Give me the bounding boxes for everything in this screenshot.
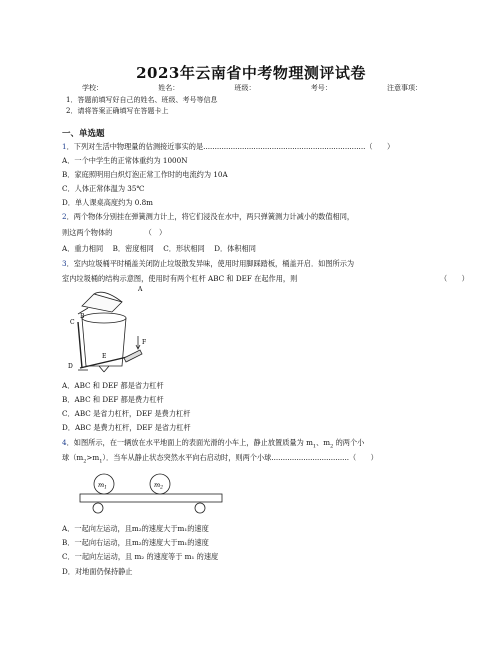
- q2-options: A．重力相同 B．密度相同 C．形状相同 D．体积相同: [62, 244, 256, 253]
- note-2: 2．请将答案正确填写在答题卡上: [66, 107, 169, 115]
- label-c: C: [70, 319, 75, 326]
- cart-diagram: [76, 470, 226, 520]
- q3-option-b: B．ABC 和 DEF 都是费力杠杆: [62, 395, 164, 404]
- label-b: B: [80, 313, 85, 320]
- ball-m1-label: $m_1$: [98, 481, 108, 491]
- exam-header: [82, 83, 422, 93]
- notice-label: 注意事项：: [387, 84, 422, 92]
- label-a: A: [138, 286, 143, 293]
- school-field: 学校：: [82, 84, 103, 92]
- q3-stem-line1: 3．室内垃圾桶平时桶盖关闭防止垃圾散发异味，使用时用脚踩踏板，桶盖开启．如图所示为: [62, 259, 355, 268]
- q4-option-c: C．一起向左运动，且 m₂ 的速度等于 m₁ 的速度: [62, 552, 219, 561]
- q4-stem-line1: 4．如图所示，在一辆放在水平地面上的表面光滑的小车上，静止放置质量为 $m_1$、$m_2$ 的两个小: [62, 438, 365, 450]
- q4-option-d: D．对地面仍保持静止: [62, 567, 133, 576]
- name-field: 姓名：: [158, 84, 180, 92]
- q1-stem: 1．下列对生活中物理量的估测接近事实的是.......................................................................（ ）: [62, 142, 395, 151]
- q3-option-a: A．ABC 和 DEF 都是省力杠杆: [62, 381, 164, 390]
- label-e: E: [102, 353, 107, 360]
- q4-stem-line2: 球$(m_2>m_1)$．当车从静止状态突然水平向右启动时，则两个小球..................................（ ）: [62, 453, 378, 465]
- trash-can-diagram: [64, 284, 164, 376]
- q4-option-b: B．一起向右运动，且m₂的速度大于m₁的速度: [62, 538, 209, 547]
- exam-no-field: 考号：: [310, 84, 332, 92]
- q2-stem-line1: 2．两个物体分别挂在弹簧测力计上，将它们浸没在水中，两只弹簧测力计减小的数值相同，: [62, 212, 355, 221]
- q1-option-a: A．一个中学生的正常体重约为 1000N: [62, 156, 188, 165]
- label-f: F: [142, 339, 147, 346]
- q1-option-b: B．家庭照明用白炽灯泡正常工作时的电流约为 10A: [62, 170, 228, 179]
- label-d: D: [68, 363, 73, 370]
- ball-m2-label: $m_2$: [154, 481, 164, 491]
- section-heading: 一、单选题: [62, 129, 105, 139]
- q3-answer-paren: （ ）: [440, 274, 469, 283]
- q4-option-a: A．一起向左运动，且m₂的速度大于m₁的速度: [62, 524, 209, 533]
- q3-option-d: D．ABC 是费力杠杆，DEF 是省力杠杆: [62, 423, 191, 432]
- page-title: 2023年云南省中考物理测评试卷: [136, 64, 366, 82]
- q3-option-c: C．ABC 是省力杠杆，DEF 是费力杠杆: [62, 409, 191, 418]
- q1-option-c: C．人体正常体温为 35℃: [62, 184, 145, 193]
- q1-option-d: D．单人课桌高度约为 0.8m: [62, 198, 153, 207]
- q2-stem-line2: 则这两个物体的 （ ）: [62, 228, 167, 237]
- note-1: 1．答题前填写好自己的姓名、班级、考号等信息: [66, 96, 218, 104]
- class-field: 班级：: [234, 84, 256, 92]
- q3-stem-line2: 室内垃圾桶的结构示意图，使用时有两个杠杆 ABC 和 DEF 在起作用，则: [62, 274, 298, 283]
